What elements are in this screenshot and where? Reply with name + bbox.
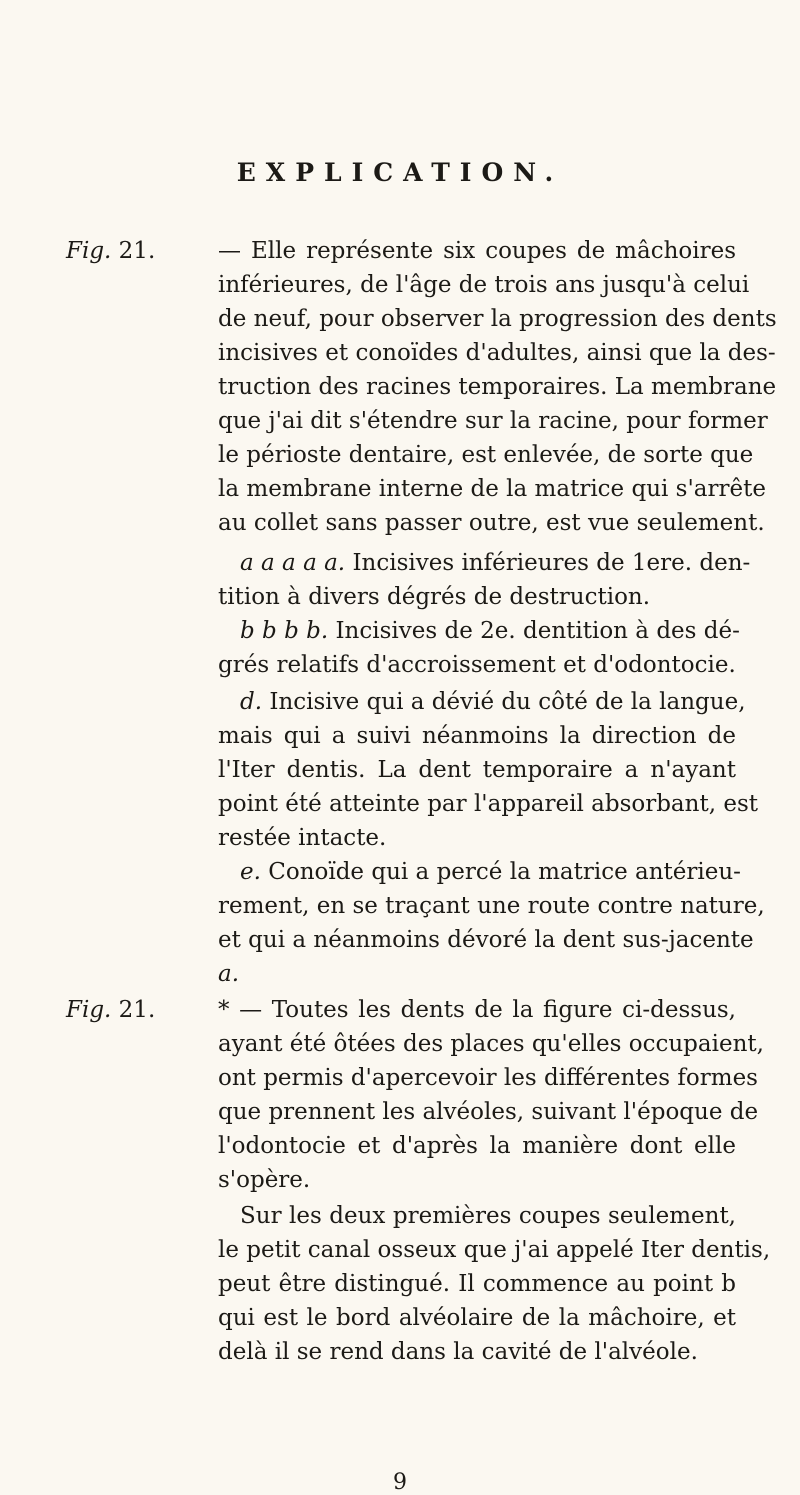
page-number: 9 — [393, 1470, 407, 1495]
legend-line — [218, 546, 751, 580]
legend-text: Incisive qui a dévié du côté de la langue, — [269, 689, 746, 715]
text-line: inférieures, de l'âge de trois ans jusqu'à celui — [218, 272, 750, 298]
legend-key: d. — [240, 689, 263, 715]
legend-line: tition à divers dégrés de destruction. — [218, 584, 651, 610]
legend-line: a. — [218, 961, 240, 987]
legend-text: Conoïde qui a percé la matrice antérieu- — [268, 859, 741, 885]
legend-text: Incisives inférieures de 1ere. den- — [352, 550, 751, 576]
legend-line — [218, 685, 746, 719]
legend-line: mais qui a suivi néanmoins la direction de — [218, 723, 736, 749]
legend-line — [218, 855, 741, 889]
text-line: la membrane interne de la matrice qui s'arrête — [218, 476, 766, 502]
legend-line: restée intacte. — [218, 825, 387, 851]
legend-line: point été atteinte par l'appareil absorbant, est — [218, 791, 758, 817]
figure-label-1 — [66, 234, 156, 268]
legend-item-b — [218, 614, 740, 682]
legend-key: b b b b. — [240, 618, 329, 644]
fig-number: 21. — [118, 238, 156, 264]
text-line: qui est le bord alvéolaire de la mâchoire, et — [218, 1305, 736, 1331]
text-line: que prennent les alvéoles, suivant l'époque de — [218, 1099, 759, 1125]
text-line: de neuf, pour observer la progression des dents — [218, 306, 777, 332]
legend-line: rement, en se traçant une route contre nature, — [218, 893, 765, 919]
legend-key: a a a a a. — [240, 550, 346, 576]
fig-abbrev: Fig. — [66, 238, 112, 264]
legend-line: l'Iter dentis. La dent temporaire a n'ayant — [218, 757, 736, 783]
legend-item-a — [218, 546, 751, 614]
legend-key: e. — [240, 859, 261, 885]
text-line: s'opère. — [218, 1167, 311, 1193]
page-heading: EXPLICATION. — [236, 158, 564, 187]
legend-line: grés relatifs d'accroissement et d'odontocie. — [218, 652, 736, 678]
fig-abbrev: Fig. — [66, 997, 112, 1023]
legend-line: et qui a néanmoins dévoré la dent sus-jacente — [218, 927, 754, 953]
text-line: ayant été ôtées des places qu'elles occupaient, — [218, 1031, 764, 1057]
section2-paragraph — [218, 993, 764, 1197]
text-line: * — Toutes les dents de la figure ci-dessus, — [218, 997, 736, 1023]
legend-item-d — [218, 685, 758, 855]
legend-text: Incisives de 2e. dentition à des dé- — [335, 618, 740, 644]
text-line: ont permis d'apercevoir les différentes formes — [218, 1065, 758, 1091]
text-line: le périoste dentaire, est enlevée, de sorte que — [218, 442, 754, 468]
text-line: peut être distingué. Il commence au point b — [218, 1271, 736, 1297]
text-line: delà il se rend dans la cavité de l'alvéole. — [218, 1339, 698, 1365]
section1-paragraph — [218, 234, 777, 540]
text-line: incisives et conoïdes d'adultes, ainsi que la des- — [218, 340, 776, 366]
figure-label-2 — [66, 993, 156, 1027]
text-line: l'odontocie et d'après la manière dont elle — [218, 1133, 736, 1159]
text-line: Sur les deux premières coupes seulement, — [240, 1203, 736, 1229]
text-line: — Elle représente six coupes de mâchoires — [218, 238, 736, 264]
section2-paragraph-2 — [218, 1199, 771, 1369]
text-line: le petit canal osseux que j'ai appelé Iter dentis, — [218, 1237, 771, 1263]
text-line: que j'ai dit s'étendre sur la racine, pour former — [218, 408, 768, 434]
legend-item-e — [218, 855, 765, 991]
legend-line — [218, 614, 740, 648]
text-line: truction des racines temporaires. La membrane — [218, 374, 777, 400]
text-line: au collet sans passer outre, est vue seulement. — [218, 510, 765, 536]
fig-number: 21. — [118, 997, 156, 1023]
